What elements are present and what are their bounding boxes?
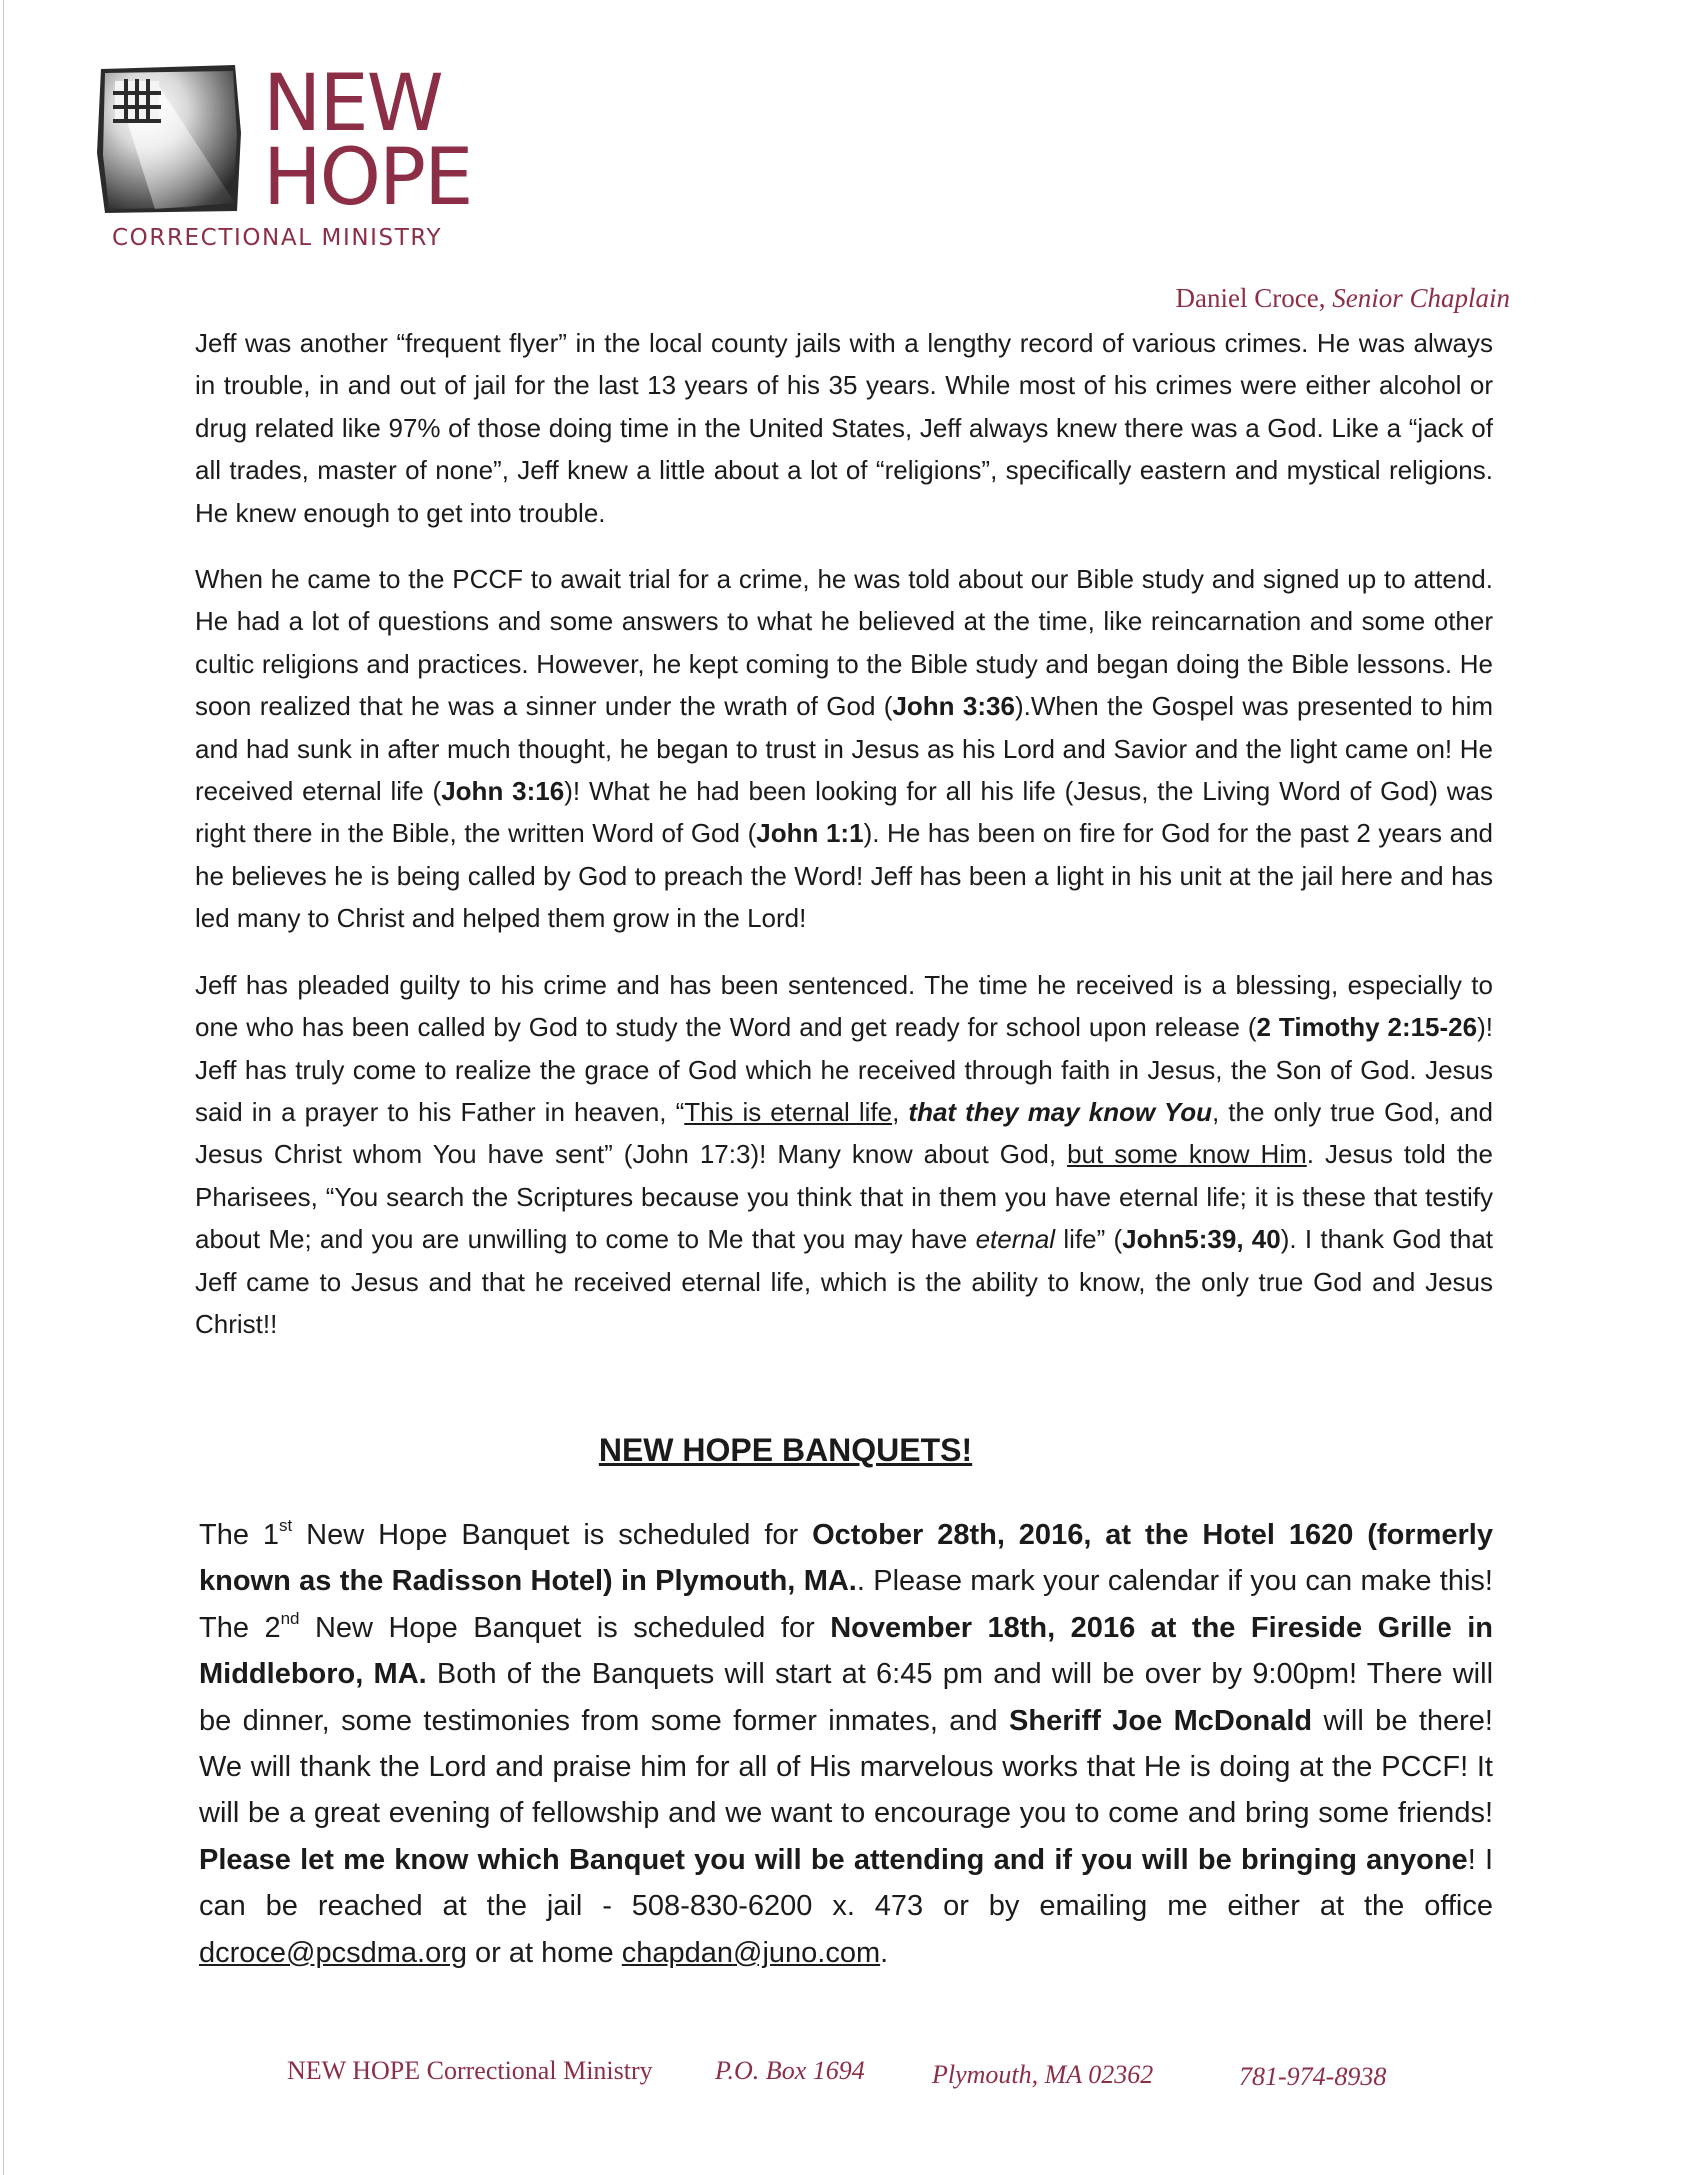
scripture-reference: John 1:1 [756,818,864,849]
banquets-paragraph [199,1512,1493,1976]
text-run: When he came to the PCCF to await trial for a crime, he was told about our Bible study and signed up to attend. He had a lot of questions and some answers to what he believed at the time, like reincarnation and some other cultic religions and practices. However, he kept coming to the Bible study and began doing the Bible lessons. He soon realized that he was a sinner under the wrath of God ( [195,564,1493,722]
page-edge [3,0,4,2175]
footer-org: NEW HOPE Correctional Ministry [287,2056,653,2085]
text-run: ).When the Gospel was presented to him and had sunk in after much thought, he began to trust in Jesus as his Lord and Savior and the light came on! He received eternal life ( [195,691,1493,807]
ordinal-suffix: nd [280,1608,300,1628]
emphasized-phrase: that they may know You [908,1096,1212,1127]
footer-phone: 781-974-8938 [1239,2062,1387,2091]
underlined-phrase: but some know Him [1067,1139,1307,1170]
text-run: New Hope Banquet is scheduled for [292,1519,813,1551]
letterhead-footer [287,2056,1427,2106]
text-run: , the only true God, and Jesus Christ whom You have sent” (John 17:3)! Many know about God, [195,1096,1493,1170]
home-email-link[interactable]: chapdan@juno.com [621,1936,881,1969]
text-run: ! I can be reached at the jail - 508-830-6200 x. 473 or by emailing me either at the office [199,1843,1494,1923]
letter-body [195,322,1493,1369]
chaplain-title: Senior Chaplain [1332,283,1510,313]
scripture-reference: John5:39, 40 [1122,1224,1281,1255]
banquet-2-details: November 18th, 2016 at the Fireside Grille in Middleboro, MA. [199,1611,1493,1691]
scripture-reference: 2 Timothy 2:15-26 [1256,1012,1478,1043]
banquet-1-details: October 28th, 2016, at the Hotel 1620 (formerly known as the Radisson Hotel) in Plymouth, MA. [199,1519,1493,1598]
text-run: . Jesus told the Pharisees, “You search the Scriptures because you think that in them you have eternal life; it is these that testify about Me; and you are unwilling to come to Me that you may have [195,1139,1493,1255]
chaplain-byline [1176,283,1510,314]
text-run: The 1 [199,1519,280,1551]
chaplain-name: Daniel Croce, [1175,283,1326,313]
text-run: , [892,1096,909,1127]
logo-word-new: NEW [263,59,442,149]
barred-window-light-icon [95,63,245,215]
text-run: . Please mark your calendar if you can make this! The 2 [199,1565,1493,1644]
rsvp-request: Please let me know which Banquet you will be attending and if you will be bringing anyone [199,1843,1468,1876]
italic-word: eternal [975,1224,1056,1255]
scripture-reference: John 3:36 [892,691,1015,722]
footer-city: Plymouth, MA 02362 [932,2060,1154,2089]
text-run: Jeff has pleaded guilty to his crime and has been sentenced. The time he received is a blessing, especially to one who has been called by God to study the Word and get ready for school upon release ( [195,969,1493,1043]
paragraph-1 [195,322,1493,534]
footer-po-box: P.O. Box 1694 [715,2056,865,2085]
letterhead-logo [95,55,495,255]
office-email-link[interactable]: dcroce@pcsdma.org [199,1936,467,1969]
text-run: ). He has been on fire for God for the past 2 years and he believes he is being called by God to preach the Word! Jeff has been a light in his unit at the jail here and has led many to Christ and helped them grow in the Lord! [195,818,1493,934]
underlined-phrase: This is eternal life [684,1096,893,1127]
text-run: New Hope Banquet is scheduled for [299,1611,831,1644]
sheriff-name: Sheriff Joe McDonald [1009,1704,1313,1737]
paragraph-2 [195,558,1493,940]
scripture-reference: John 3:16 [441,776,565,807]
text-run: or at home [467,1936,622,1969]
text-run: . [880,1936,889,1969]
text-run: )! What he had been looking for all his life (Jesus, the Living Word of God) was right there in the Bible, the written Word of God ( [195,776,1493,849]
logo-subtitle: CORRECTIONAL MINISTRY [112,225,443,251]
text-run: will be there! We will thank the Lord and praise him for all of His marvelous works that He is doing at the PCCF! It will be a great evening of fellowship and we want to encourage you to come and bring some friends! [199,1704,1493,1830]
text-run: life” ( [1055,1224,1123,1255]
paragraph-1-text: Jeff was another “frequent flyer” in the local county jails with a lengthy record of various crimes. He was always in trouble, in and out of jail for the last 13 years of his 35 years. While most of his crimes were either alcohol or drug related like 97% of those doing time in the United States, Jeff always knew there was a God. Like a “jack of all trades, master of none”, Jeff knew a little about a lot of “religions”, specifically eastern and mystical religions. He knew enough to get into trouble. [195,328,1493,528]
paragraph-3 [195,964,1493,1346]
text-run: )! Jeff has truly come to realize the grace of God which he received through faith in Jesus, the Son of God. Jesus said in a prayer to his Father in heaven, “ [195,1012,1493,1127]
ordinal-suffix: st [279,1516,293,1535]
text-run: Both of the Banquets will start at 6:45 pm and will be over by 9:00pm! There will be dinner, some testimonies from some former inmates, and [199,1658,1494,1737]
text-run: ). I thank God that Jeff came to Jesus and that he received eternal life, which is the ability to know, the only true God and Jesus Christ!! [195,1224,1494,1339]
logo-word-hope: HOPE [263,133,472,223]
banquets-heading: NEW HOPE BANQUETS! [598,1432,973,1468]
